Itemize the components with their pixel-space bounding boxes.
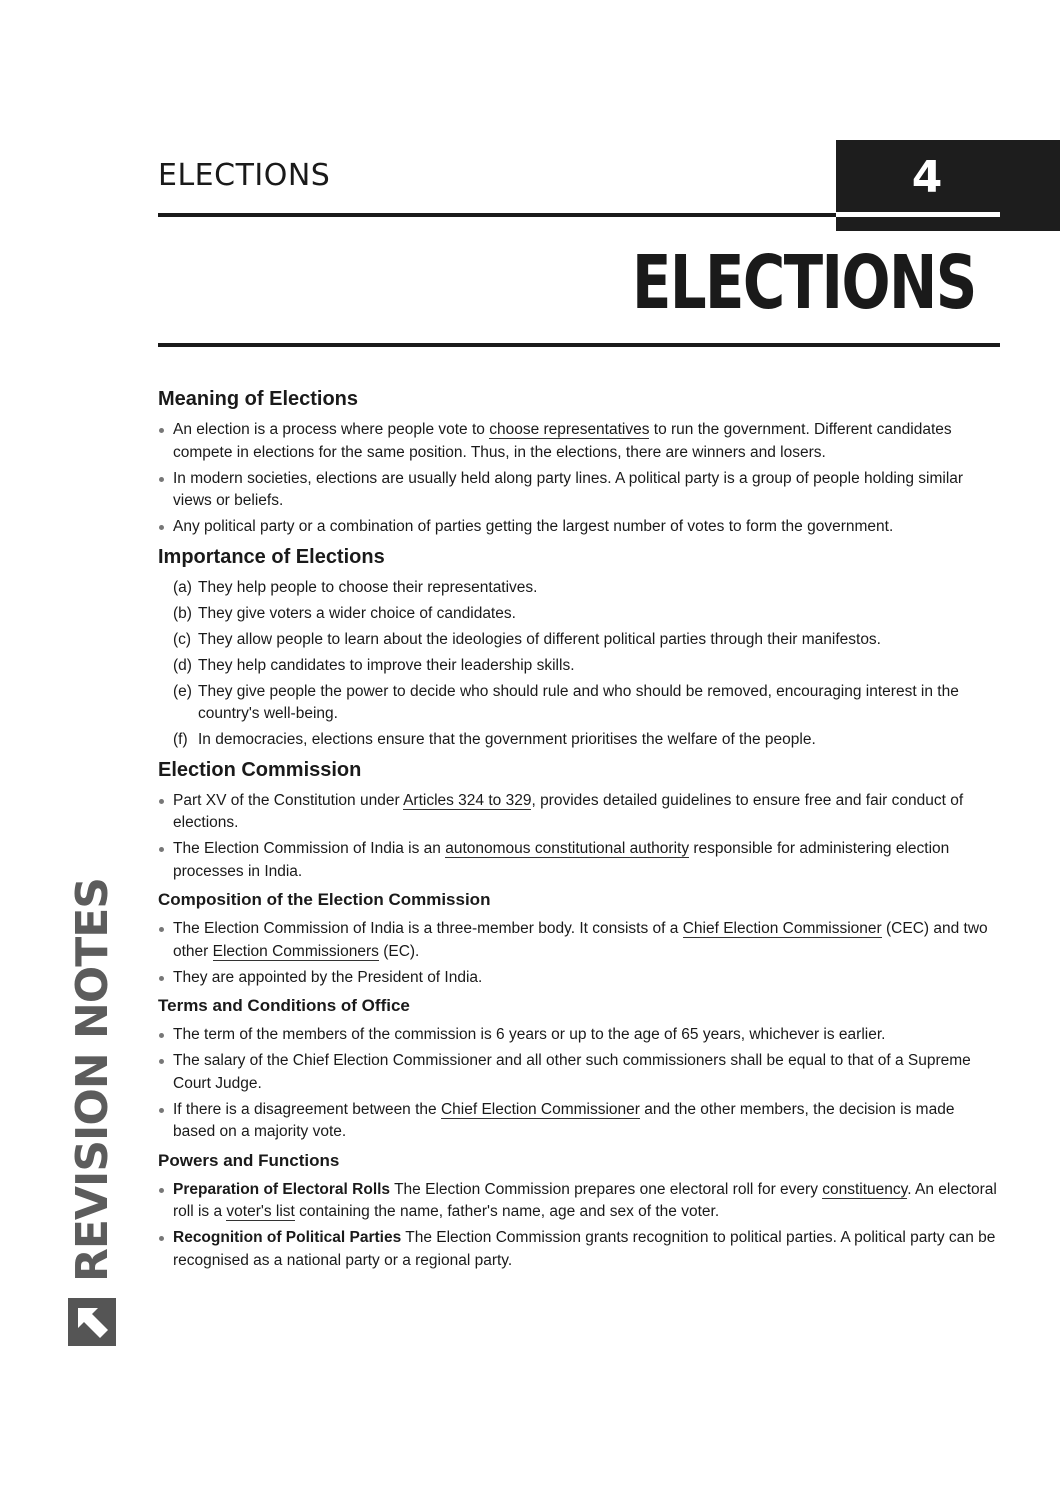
key-term: Chief Election Commissioner [440,1100,640,1118]
running-title: ELECTIONS [158,158,331,193]
list-item: The Election Commission of India is an autonomous constitutional authority responsible for administering election processes in India. [158,838,1000,883]
header-rule [158,213,836,217]
list-item: In modern societies, elections are usually held along party lines. A political party is a group of people holding similar views or beliefs. [158,468,1000,513]
list-item: The salary of the Chief Election Commissioner and all other such commissioners shall be equal to that of a Supreme Court Judge. [158,1050,1000,1095]
list-item: The Election Commission of India is a three-member body. It consists of a Chief Election Commissioner (CEC) and two other Election Commissioners (EC). [158,918,1000,963]
item-label: (a) [173,578,192,596]
key-term: Chief Election Commissioner [682,920,882,937]
section-heading-composition: Composition of the Election Commission [158,890,491,909]
item-label: (b) [173,604,192,622]
key-term: autonomous constitutional authority [445,840,690,857]
item-label: (e) [173,682,192,700]
list-item: Recognition of Political Parties The Election Commission grants recognition to political parties. A political party can be recognised as a national party or a regional party. [158,1227,1000,1272]
importance-list [158,577,1000,752]
chapter-underline [836,212,1000,217]
revision-notes-strip [67,878,118,1346]
list-item: (d) They help candidates to improve their leadership skills. [158,655,1000,678]
list-item: (b) They give voters a wider choice of candidates. [158,603,1000,626]
key-term: voter's list [226,1203,295,1220]
list-item: They are appointed by the President of India. [158,967,1000,990]
list-item: (f) In democracies, elections ensure that the government prioritises the welfare of the people. [158,729,1000,752]
arrow-up-left-icon [68,1298,116,1346]
list-item: If there is a disagreement between the Chief Election Commissioner and the other members, the decision is made based on a majority vote. [158,1099,1000,1144]
list-item: An election is a process where people vote to choose representatives to run the government. Different candidates compete in elections for the same position. Thus, in the elections, there are winners and losers. [158,419,1000,464]
chapter-number: 4 [911,152,943,203]
list-item: The term of the members of the commission is 6 years or up to the age of 65 years, whichever is earlier. [158,1024,1000,1047]
title-rule [158,343,1000,347]
list-item: (a) They help people to choose their representatives. [158,577,1000,600]
key-term: choose representatives [489,421,650,438]
section-heading-powers: Powers and Functions [158,1150,340,1170]
list-item: (c) They allow people to learn about the ideologies of different political parties through their manifestos. [158,629,1000,652]
item-lead: Recognition of Political Parties [173,1229,402,1246]
list-item: (e) They give people the power to decide who should rule and who should be removed, encouraging interest in the country's well-being. [173,682,959,722]
item-label: (c) [173,630,192,648]
key-term: Election Commissioners [212,942,379,960]
item-lead: Preparation of Electoral Rolls [173,1180,391,1198]
list-item: Preparation of Electoral Rolls The Election Commission prepares one electoral roll for every constituency. An electoral roll is a voter's list containing the name, father's name, age and sex of the voter. [158,1179,1000,1224]
commission-list [158,790,1000,884]
section-heading-meaning: Meaning of Elections [158,388,359,410]
section-heading-importance: Importance of Elections [158,545,385,568]
key-term: Articles 324 to 329 [403,791,532,809]
item-label: (d) [173,656,192,674]
item-label: (f) [173,731,188,748]
list-item: Any political party or a combination of parties getting the largest number of votes to form the government. [158,516,1000,539]
list-item: Part XV of the Constitution under Articles 324 to 329, provides detailed guidelines to ensure free and fair conduct of elections. [158,790,1000,835]
section-heading-commission: Election Commission [158,758,362,781]
meaning-list [158,419,1000,539]
chapter-title: ELECTIONS [632,240,976,326]
terms-list [158,1024,1000,1144]
section-heading-terms: Terms and Conditions of Office [158,996,410,1015]
powers-list [158,1179,1000,1273]
revision-notes-label: REVISION NOTES [67,878,118,1282]
main-content [158,386,1000,1277]
composition-list [158,918,1000,989]
chapter-badge [836,140,1060,231]
key-term: constituency [822,1180,908,1198]
